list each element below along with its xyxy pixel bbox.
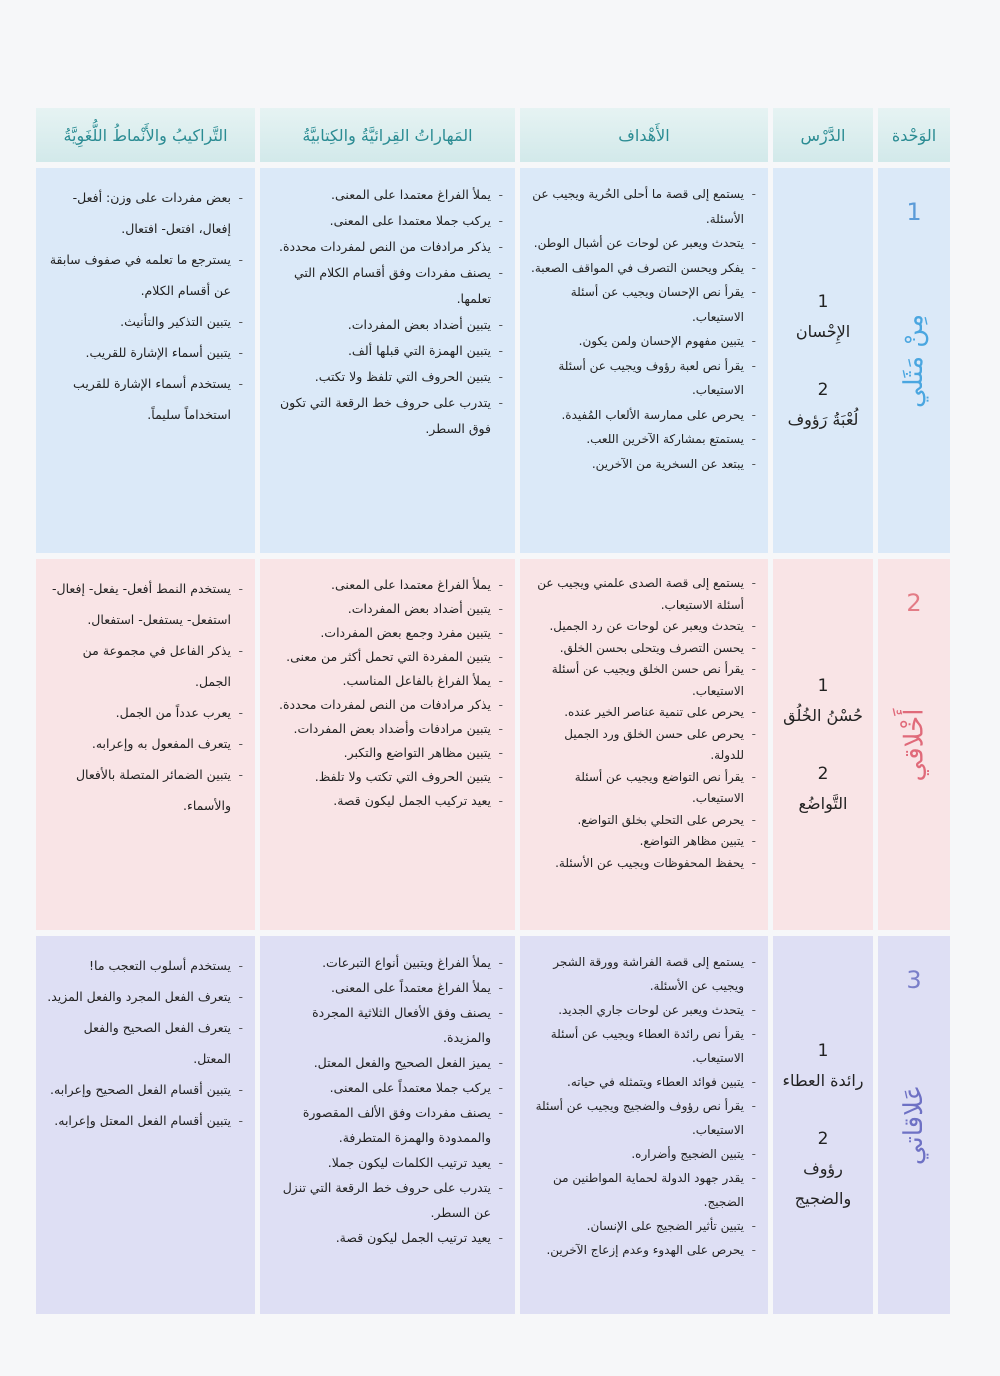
lesson-number: 1 bbox=[817, 291, 829, 312]
header-structures: التَّراكيبُ والأَنْماطُ اللُّغَوِيَّةُ bbox=[36, 108, 255, 162]
list-item: - يعيد ترتيب الجمل ليكون قصة. bbox=[268, 1225, 503, 1250]
unit-title: أَخْلاقي bbox=[898, 708, 929, 781]
lesson-number: 1 bbox=[817, 1041, 829, 1061]
list-item: - يبتعد عن السخرية من الآخرين. bbox=[528, 452, 756, 477]
unit-number: 1 bbox=[906, 198, 922, 226]
list-item: - يتبين التذكير والتأنيث. bbox=[44, 306, 243, 337]
unit-cell bbox=[878, 936, 950, 1314]
list-item: - يفكر ويحسن التصرف في المواقف الصعبة. bbox=[528, 256, 756, 281]
list-item: - يقدر جهود الدولة لحماية المواطنين من الضجيج. bbox=[528, 1166, 756, 1214]
unit-title: عَلاقاتي bbox=[898, 1084, 929, 1166]
list-item: - يعيد ترتيب الكلمات ليكون جملا. bbox=[268, 1150, 503, 1175]
goals-cell bbox=[520, 936, 768, 1314]
list-item: - يتدرب على حروف خط الرقعة التي تنزل عن السطر. bbox=[268, 1175, 503, 1225]
list-item: - يقرأ نص حسن الخلق ويجيب عن أسئلة الاستيعاب. bbox=[528, 659, 756, 702]
list-item: - يعيد تركيب الجمل ليكون قصة. bbox=[268, 789, 503, 813]
list-item: - يتبين أقسام الفعل الصحيح وإعرابه. bbox=[44, 1074, 243, 1105]
lesson bbox=[799, 759, 848, 819]
list-item: - يتعرف الفعل المجرد والفعل المزيد. bbox=[44, 981, 243, 1012]
list-item: - يتحدث ويعبر عن لوحات جاري الجديد. bbox=[528, 998, 756, 1022]
list-item: - يذكر مرادفات من النص لمفردات محددة. bbox=[268, 234, 503, 260]
list-item: - يركب جملا معتمداً على المعنى. bbox=[268, 1075, 503, 1100]
structures-cell bbox=[36, 559, 255, 930]
unit-row bbox=[36, 936, 950, 1314]
list-item: - يقرأ نص رائدة العطاء ويجيب عن أسئلة الاستيعاب. bbox=[528, 1022, 756, 1070]
list-item: - يتبين أقسام الفعل المعتل وإعرابه. bbox=[44, 1105, 243, 1136]
list-item: - يتبين مفهوم الإحسان ولمن يكون. bbox=[528, 329, 756, 354]
header-unit: الوَحْدة bbox=[878, 108, 950, 162]
list-item: - يحرص على التحلي بخلق التواضع. bbox=[528, 810, 756, 832]
list-item: - يركب جملا معتمدا على المعنى. bbox=[268, 208, 503, 234]
list-item: - يتبين أضداد بعض المفردات. bbox=[268, 597, 503, 621]
list-item: - يملأ الفراغ بالفاعل المناسب. bbox=[268, 669, 503, 693]
lesson bbox=[783, 671, 863, 731]
list-item: - يتبين مفرد وجمع بعض المفردات. bbox=[268, 621, 503, 645]
unit-title: مِنْ مَثَلي bbox=[898, 313, 929, 408]
list-item: - يحفظ المحفوظات ويجيب عن الأسئلة. bbox=[528, 853, 756, 875]
list-item: - يحرص على حسن الخلق ورد الجميل للدولة. bbox=[528, 724, 756, 767]
list-item: - يميز الفعل الصحيح والفعل المعتل. bbox=[268, 1050, 503, 1075]
list-item: - يتبين مظاهر التواضع. bbox=[528, 831, 756, 853]
list-item: - يحرص على ممارسة الألعاب المُفيدة. bbox=[528, 403, 756, 428]
lesson-title: الإِحْسان bbox=[795, 321, 851, 341]
list-item: - يتبين أسماء الإشارة للقريب. bbox=[44, 337, 243, 368]
list-item: - يتعرف المفعول به وإعرابه. bbox=[44, 728, 243, 759]
list-item: - يصنف وفق الأفعال الثلاثية المجردة والمزيدة. bbox=[268, 1000, 503, 1050]
unit-number: 3 bbox=[906, 966, 922, 994]
list-item: - يملأ الفراغ ويتبين أنواع التبرعات. bbox=[268, 950, 503, 975]
skills-cell bbox=[260, 936, 515, 1314]
lesson-number: 2 bbox=[817, 379, 829, 400]
list-item: - يتبين الهمزة التي قبلها ألف. bbox=[268, 338, 503, 364]
lesson bbox=[773, 1124, 873, 1214]
unit-row bbox=[36, 168, 950, 553]
structures-cell bbox=[36, 168, 255, 553]
lesson-title: رؤوف والضجيج bbox=[794, 1159, 852, 1208]
list-item: - يسترجع ما تعلمه في صفوف سابقة عن أقسام الكلام. bbox=[44, 244, 243, 306]
header-skills: المَهاراتُ القِرائيَّةُ والكِتابيَّةُ bbox=[260, 108, 515, 162]
list-item: - يتبين الضمائر المتصلة بالأفعال والأسماء. bbox=[44, 759, 243, 821]
list-item: - يحرص على الهدوء وعدم إزعاج الآخرين. bbox=[528, 1238, 756, 1262]
list-item: - يقرأ نص لعبة رؤوف ويجيب عن أسئلة الاستيعاب. bbox=[528, 354, 756, 403]
list-item: - يملأ الفراغ معتمدا على المعنى. bbox=[268, 573, 503, 597]
list-item: - يذكر مرادفات من النص لمفردات محددة. bbox=[268, 693, 503, 717]
list-item: - يستخدم النمط أفعل- يفعل- إفعال- استفعل- يستفعل- استفعال. bbox=[44, 573, 243, 635]
unit-row bbox=[36, 559, 950, 930]
list-item: - يتبين الحروف التي تلفظ ولا تكتب. bbox=[268, 364, 503, 390]
lesson bbox=[782, 1036, 863, 1096]
list-item: - يستخدم أسلوب التعجب ما! bbox=[44, 950, 243, 981]
list-item: - يتبين الضجيج وأضراره. bbox=[528, 1142, 756, 1166]
lesson-cell bbox=[773, 559, 873, 930]
list-item: - يصنف مفردات وفق أقسام الكلام التي تعلمها. bbox=[268, 260, 503, 312]
list-item: - يصنف مفردات وفق الألف المقصورة والممدودة والهمزة المتطرفة. bbox=[268, 1100, 503, 1150]
unit-cell bbox=[878, 559, 950, 930]
list-item: - يحسن التصرف ويتحلى بحسن الخلق. bbox=[528, 638, 756, 660]
list-item: - يتبين الحروف التي تكتب ولا تلفظ. bbox=[268, 765, 503, 789]
lesson-number: 2 bbox=[817, 763, 829, 784]
table-header bbox=[36, 108, 950, 162]
list-item: - بعض مفردات على وزن: أفعل- إفعال، افتعل- افتعال. bbox=[44, 182, 243, 244]
list-item: - يقرأ نص الإحسان ويجيب عن أسئلة الاستيعاب. bbox=[528, 280, 756, 329]
list-item: - يستمع إلى قصة الصدى علمني ويجيب عن أسئلة الاستيعاب. bbox=[528, 573, 756, 616]
list-item: - يتعرف الفعل الصحيح والفعل المعتل. bbox=[44, 1012, 243, 1074]
list-item: - يقرأ نص رؤوف والضجيج ويجيب عن أسئلة الاستيعاب. bbox=[528, 1094, 756, 1142]
lesson-title: التَّواضُع bbox=[798, 793, 848, 813]
skills-cell bbox=[260, 168, 515, 553]
list-item: - يتبين المفردة التي تحمل أكثر من معنى. bbox=[268, 645, 503, 669]
list-item: - يعرب عدداً من الجمل. bbox=[44, 697, 243, 728]
list-item: - يتبين مظاهر التواضع والتكبر. bbox=[268, 741, 503, 765]
skills-cell bbox=[260, 559, 515, 930]
list-item: - يستمع إلى قصة الفراشة وورقة الشجر ويجيب عن الأسئلة. bbox=[528, 950, 756, 998]
lesson-number: 2 bbox=[817, 1129, 829, 1149]
header-lesson: الدَّرْس bbox=[773, 108, 873, 162]
list-item: - يقرأ نص التواضع ويجيب عن أسئلة الاستيعاب. bbox=[528, 767, 756, 810]
unit-number: 2 bbox=[906, 589, 922, 617]
list-item: - يتبين مرادفات وأضداد بعض المفردات. bbox=[268, 717, 503, 741]
list-item: - يتبين فوائد العطاء ويتمثله في حياته. bbox=[528, 1070, 756, 1094]
list-item: - يذكر الفاعل في مجموعة من الجمل. bbox=[44, 635, 243, 697]
list-item: - يستمتع بمشاركة الآخرين اللعب. bbox=[528, 427, 756, 452]
list-item: - يحرص على تنمية عناصر الخير عنده. bbox=[528, 702, 756, 724]
lesson bbox=[788, 375, 859, 435]
goals-cell bbox=[520, 168, 768, 553]
list-item: - يستخدم أسماء الإشارة للقريب استخداماً سليماً. bbox=[44, 368, 243, 430]
lesson-cell bbox=[773, 936, 873, 1314]
list-item: - يملأ الفراغ معتمداً على المعنى. bbox=[268, 975, 503, 1000]
lesson-title: رائدة العطاء bbox=[782, 1071, 864, 1090]
lesson bbox=[796, 287, 850, 347]
curriculum-table bbox=[36, 108, 950, 1314]
structures-cell bbox=[36, 936, 255, 1314]
list-item: - يتبين أضداد بعض المفردات. bbox=[268, 312, 503, 338]
list-item: - يملأ الفراغ معتمدا على المعنى. bbox=[268, 182, 503, 208]
list-item: - يتحدث ويعبر عن لوحات عن أشبال الوطن. bbox=[528, 231, 756, 256]
list-item: - يتبين تأثير الضجيج على الإنسان. bbox=[528, 1214, 756, 1238]
goals-cell bbox=[520, 559, 768, 930]
unit-cell bbox=[878, 168, 950, 553]
header-goals: الأَهْداف bbox=[520, 108, 768, 162]
list-item: - يتدرب على حروف خط الرقعة التي تكون فوق السطر. bbox=[268, 390, 503, 442]
lesson-title: حُسْنُ الخُلُق bbox=[783, 705, 863, 725]
list-item: - يستمع إلى قصة ما أحلى الحُرية ويجيب عن الأسئلة. bbox=[528, 182, 756, 231]
lesson-number: 1 bbox=[817, 675, 829, 696]
lesson-cell bbox=[773, 168, 873, 553]
lesson-title: لُعْبَةُ رَؤوف bbox=[787, 409, 859, 429]
list-item: - يتحدث ويعبر عن لوحات عن رد الجميل. bbox=[528, 616, 756, 638]
